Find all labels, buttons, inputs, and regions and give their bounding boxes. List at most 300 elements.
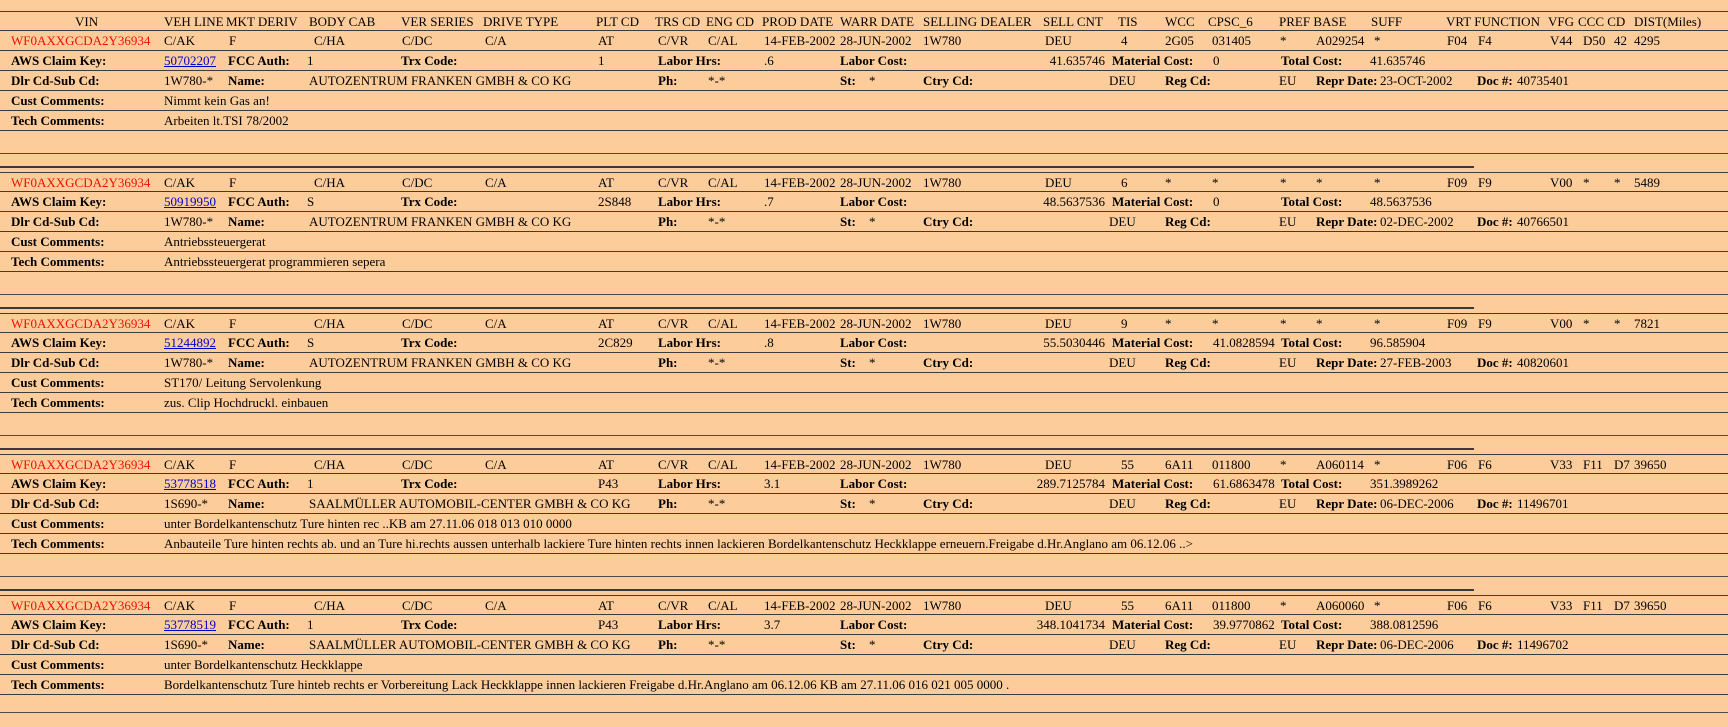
fcc-auth: 1 [307,617,314,632]
st: * [869,355,876,370]
vehicle-vfg: V33 [1550,457,1573,472]
vehicle-tis: 55 [1121,598,1134,613]
vehicle-wcc: * [1165,316,1172,331]
vehicle-cpsc-6: 011800 [1212,598,1251,613]
column-header: WCC [1165,14,1195,29]
vehicle-dist-miles: 39650 [1634,457,1667,472]
st: * [869,214,876,229]
field-label-reg-cd: Reg Cd: [1165,73,1211,88]
column-header: VER SERIES [401,14,474,29]
field-label-tech-comments: Tech Comments: [11,254,105,269]
claim-key-link[interactable]: 51244892 [164,335,216,350]
field-label-ph: Ph: [658,637,678,652]
vehicle-mkt-deriv: F [229,598,237,613]
vehicle-eng-cd: C/AL [708,598,738,613]
record-1-dealer-row [0,71,1728,91]
vehicle-vrt: F09 [1447,316,1468,331]
column-header: BODY CAB [309,14,376,29]
repr-date: 23-OCT-2002 [1380,73,1453,88]
material-cost: 41.0828594 [1213,335,1275,350]
field-label-tech-comments: Tech Comments: [11,536,105,551]
vehicle-ccc: F11 [1583,457,1603,472]
vehicle-base: A029254 [1316,33,1365,48]
tech-comments: Arbeiten lt.TSI 78/2002 [164,113,289,128]
dlr-cd-sub-cd: 1W780-* [164,355,214,370]
field-label-repr-date: Repr Date: [1316,73,1378,88]
record-5-cust-comments-row [0,655,1728,675]
record-separator-partial-line [0,166,1474,168]
doc-num: 40735401 [1517,73,1569,88]
cust-comments: Nimmt kein Gas an! [164,93,270,108]
record-separator-partial-line [0,307,1474,309]
record-separator-line [0,435,1728,436]
record-separator-line [0,294,1728,295]
material-cost: 39.9770862 [1213,617,1275,632]
record-4-cust-comments-row [0,514,1728,534]
vehicle-sell-cnt: DEU [1045,316,1072,331]
vehicle-body-cab: C/HA [314,457,346,472]
vehicle-trs-cd: C/VR [658,175,689,190]
vehicle-vin: WF0AXXGCDA2Y36934 [11,175,151,190]
st: * [869,496,876,511]
field-label-dlr-cd: Dlr Cd-Sub Cd: [11,355,100,370]
field-label-labor-cost: Labor Cost: [840,617,908,632]
vehicle-vin: WF0AXXGCDA2Y36934 [11,33,151,48]
field-label-ph: Ph: [658,214,678,229]
field-label-aws-claim-key: AWS Claim Key: [11,53,107,68]
vehicle-drive-type: C/A [485,33,507,48]
labor-cost: 55.5030446 [1043,335,1105,350]
reg-cd: EU [1279,637,1297,652]
column-header: VFG [1548,14,1575,29]
field-label-fcc-auth: FCC Auth: [228,194,290,209]
material-cost: 0 [1213,53,1220,68]
vehicle-plt-cd: AT [598,33,614,48]
field-label-labor-cost: Labor Cost: [840,53,908,68]
vehicle-wcc: 6A11 [1165,598,1194,613]
ph: *-* [708,637,726,652]
record-1-cust-comments-row [0,91,1728,111]
field-label-total-cost: Total Cost: [1281,617,1343,632]
vehicle-warr-date: 28-JUN-2002 [840,175,912,190]
vehicle-prod-date: 14-FEB-2002 [764,598,836,613]
field-label-trx-code: Trx Code: [401,194,458,209]
vehicle-pref: * [1280,33,1287,48]
vehicle-veh-line: C/AK [164,598,196,613]
field-label-dlr-cd: Dlr Cd-Sub Cd: [11,214,100,229]
total-cost: 351.3989262 [1370,476,1439,491]
field-label-trx-code: Trx Code: [401,617,458,632]
vehicle-pref: * [1280,598,1287,613]
column-header: VRT FUNCTION [1446,14,1540,29]
vehicle-veh-line: C/AK [164,33,196,48]
trx-code: 1 [598,53,605,68]
field-label-labor-hrs: Labor Hrs: [658,335,721,350]
vehicle-selling-dealer: 1W780 [923,175,962,190]
labor-cost: 48.5637536 [1043,194,1105,209]
field-label-fcc-auth: FCC Auth: [228,617,290,632]
name: AUTOZENTRUM FRANKEN GMBH & CO KG [309,73,572,88]
vehicle-cpsc-6: * [1212,316,1219,331]
vehicle-cd: D7 [1614,598,1630,613]
record-3-vin-row [0,313,1728,333]
field-label-total-cost: Total Cost: [1281,476,1343,491]
vehicle-eng-cd: C/AL [708,175,738,190]
record-4-vin-row [0,454,1728,474]
vehicle-selling-dealer: 1W780 [923,598,962,613]
field-label-cust-comments: Cust Comments: [11,516,105,531]
field-label-aws-claim-key: AWS Claim Key: [11,194,107,209]
labor-hrs: .6 [764,53,774,68]
record-separator-partial-line [0,448,1474,450]
field-label-cust-comments: Cust Comments: [11,375,105,390]
column-header: SUFF [1371,14,1403,29]
field-label-ph: Ph: [658,496,678,511]
tech-comments: zus. Clip Hochdruckl. einbauen [164,395,329,410]
cust-comments: ST170/ Leitung Servolenkung [164,375,322,390]
column-header: TRS CD [655,14,701,29]
record-separator-line [0,712,1728,713]
name: AUTOZENTRUM FRANKEN GMBH & CO KG [309,355,572,370]
field-label-reg-cd: Reg Cd: [1165,214,1211,229]
vehicle-pref: * [1280,457,1287,472]
vehicle-ccc: * [1583,175,1590,190]
field-label-reg-cd: Reg Cd: [1165,496,1211,511]
name: AUTOZENTRUM FRANKEN GMBH & CO KG [309,214,572,229]
name: SAALMÜLLER AUTOMOBIL-CENTER GMBH & CO KG [309,496,631,511]
fcc-auth: S [307,335,315,350]
vehicle-wcc: 6A11 [1165,457,1194,472]
vehicle-vfg: V33 [1550,598,1573,613]
field-label-cust-comments: Cust Comments: [11,657,105,672]
field-label-labor-cost: Labor Cost: [840,335,908,350]
vehicle-vrt: F06 [1447,457,1468,472]
ph: *-* [708,73,726,88]
field-label-cust-comments: Cust Comments: [11,234,105,249]
cust-comments: unter Bordelkantenschutz Ture hinten rec ..KB am 27.11.06 018 013 010 0000 [164,516,572,531]
st: * [869,73,876,88]
vehicle-function: F9 [1478,316,1492,331]
vehicle-base: A060060 [1316,598,1365,613]
vehicle-drive-type: C/A [485,457,507,472]
field-label-repr-date: Repr Date: [1316,637,1378,652]
fcc-auth: 1 [307,53,314,68]
field-label-tech-comments: Tech Comments: [11,677,105,692]
field-label-ctry-cd: Ctry Cd: [923,73,974,88]
name: SAALMÜLLER AUTOMOBIL-CENTER GMBH & CO KG [309,637,631,652]
dlr-cd-sub-cd: 1W780-* [164,214,214,229]
vehicle-dist-miles: 7821 [1634,316,1660,331]
column-header: ENG CD [706,14,755,29]
fcc-auth: 1 [307,476,314,491]
record-separator-line [0,576,1728,577]
column-header: PREF BASE [1279,14,1347,29]
vehicle-trs-cd: C/VR [658,598,689,613]
vehicle-wcc: 2G05 [1165,33,1194,48]
vehicle-warr-date: 28-JUN-2002 [840,457,912,472]
vehicle-pref: * [1280,175,1287,190]
record-3-dealer-row [0,353,1728,373]
claim-key-link[interactable]: 53778518 [164,476,216,491]
record-3-claim-row [0,333,1728,353]
vehicle-ccc: F11 [1583,598,1603,613]
ph: *-* [708,355,726,370]
record-separator-line [0,153,1728,154]
ctry-cd: DEU [1109,496,1136,511]
field-label-trx-code: Trx Code: [401,476,458,491]
vehicle-ver-series: C/DC [402,598,433,613]
field-label-doc: Doc #: [1477,496,1513,511]
field-label-dlr-cd: Dlr Cd-Sub Cd: [11,73,100,88]
vehicle-eng-cd: C/AL [708,316,738,331]
field-label-name: Name: [228,496,265,511]
ctry-cd: DEU [1109,73,1136,88]
vehicle-suff: * [1374,33,1381,48]
vehicle-body-cab: C/HA [314,316,346,331]
column-header: WARR DATE [840,14,915,29]
vehicle-warr-date: 28-JUN-2002 [840,316,912,331]
vehicle-function: F6 [1478,598,1492,613]
column-header: PLT CD [596,14,639,29]
tech-comments: Antriebssteuergerat programmieren sepera [164,254,386,269]
labor-cost: 289.7125784 [1036,476,1105,491]
vehicle-cpsc-6: 011800 [1212,457,1251,472]
record-4-dealer-row [0,494,1728,514]
vehicle-selling-dealer: 1W780 [923,457,962,472]
trx-code: P43 [598,476,619,491]
column-header: MKT DERIV [226,14,298,29]
field-label-ctry-cd: Ctry Cd: [923,496,974,511]
column-header: DIST(Miles) [1634,14,1702,29]
vehicle-base: * [1316,175,1323,190]
record-4-tech-comments-row [0,534,1728,554]
column-header: TIS [1118,14,1138,29]
total-cost: 96.585904 [1370,335,1426,350]
tech-comments: Anbauteile Ture hinten rechts ab. und an Ture hi.rechts aussen unterhalb lackiere Ture hinten rechts innen lackieren Bordelkantenschutz Heckklappe erneuern.Freigabe d.Hr.Anglano am 06.12.06 ..> [164,536,1193,551]
field-label-material-cost: Material Cost: [1112,53,1194,68]
vehicle-ver-series: C/DC [402,316,433,331]
field-label-trx-code: Trx Code: [401,335,458,350]
column-header: DRIVE TYPE [483,14,559,29]
field-label-ctry-cd: Ctry Cd: [923,637,974,652]
fcc-auth: S [307,194,315,209]
vehicle-warr-date: 28-JUN-2002 [840,598,912,613]
vehicle-suff: * [1374,457,1381,472]
field-label-tech-comments: Tech Comments: [11,395,105,410]
field-label-name: Name: [228,355,265,370]
trx-code: 2C829 [598,335,633,350]
record-2-dealer-row [0,212,1728,232]
vehicle-ver-series: C/DC [402,175,433,190]
record-5-tech-comments-row [0,675,1728,695]
field-label-ctry-cd: Ctry Cd: [923,355,974,370]
record-1-claim-row [0,51,1728,71]
vehicle-plt-cd: AT [598,598,614,613]
field-label-reg-cd: Reg Cd: [1165,637,1211,652]
vehicle-cd: * [1614,175,1621,190]
ctry-cd: DEU [1109,355,1136,370]
repr-date: 27-FEB-2003 [1380,355,1452,370]
vehicle-vrt: F09 [1447,175,1468,190]
vehicle-prod-date: 14-FEB-2002 [764,175,836,190]
vehicle-suff: * [1374,175,1381,190]
record-1-tech-comments-row [0,111,1728,131]
field-label-reg-cd: Reg Cd: [1165,355,1211,370]
trx-code: P43 [598,617,619,632]
ph: *-* [708,214,726,229]
vehicle-base: A060114 [1316,457,1364,472]
vehicle-pref: * [1280,316,1287,331]
total-cost: 388.0812596 [1370,617,1439,632]
vehicle-plt-cd: AT [598,457,614,472]
vehicle-prod-date: 14-FEB-2002 [764,316,836,331]
vehicle-dist-miles: 4295 [1634,33,1660,48]
vehicle-drive-type: C/A [485,175,507,190]
claim-key-link[interactable]: 53778519 [164,617,216,632]
vehicle-ccc: * [1583,316,1590,331]
record-2-claim-row [0,192,1728,212]
vehicle-function: F6 [1478,457,1492,472]
field-label-fcc-auth: FCC Auth: [228,335,290,350]
field-label-repr-date: Repr Date: [1316,214,1378,229]
vehicle-drive-type: C/A [485,316,507,331]
total-cost: 41.635746 [1370,53,1426,68]
field-label-aws-claim-key: AWS Claim Key: [11,617,107,632]
field-label-fcc-auth: FCC Auth: [228,476,290,491]
field-label-aws-claim-key: AWS Claim Key: [11,335,107,350]
vehicle-mkt-deriv: F [229,316,237,331]
record-2-vin-row [0,172,1728,192]
vehicle-ccc: D50 [1583,33,1606,48]
field-label-labor-cost: Labor Cost: [840,194,908,209]
record-1-vin-row [0,31,1728,51]
claim-key-link[interactable]: 50702207 [164,53,216,68]
field-label-labor-hrs: Labor Hrs: [658,194,721,209]
vehicle-cpsc-6: 031405 [1212,33,1251,48]
vehicle-selling-dealer: 1W780 [923,33,962,48]
vehicle-dist-miles: 5489 [1634,175,1660,190]
field-label-dlr-cd: Dlr Cd-Sub Cd: [11,637,100,652]
vehicle-plt-cd: AT [598,316,614,331]
repr-date: 06-DEC-2006 [1380,496,1454,511]
field-label-dlr-cd: Dlr Cd-Sub Cd: [11,496,100,511]
vehicle-vin: WF0AXXGCDA2Y36934 [11,316,151,331]
field-label-st: St: [840,637,856,652]
vehicle-veh-line: C/AK [164,316,196,331]
vehicle-vin: WF0AXXGCDA2Y36934 [11,457,151,472]
column-header: PROD DATE [762,14,834,29]
column-header-row [0,11,1728,31]
field-label-total-cost: Total Cost: [1281,53,1343,68]
column-header: CPSC_6 [1208,14,1253,29]
vehicle-sell-cnt: DEU [1045,598,1072,613]
field-label-st: St: [840,496,856,511]
reg-cd: EU [1279,355,1297,370]
labor-hrs: 3.1 [764,476,781,491]
vehicle-prod-date: 14-FEB-2002 [764,457,836,472]
field-label-labor-hrs: Labor Hrs: [658,53,721,68]
field-label-doc: Doc #: [1477,214,1513,229]
field-label-ctry-cd: Ctry Cd: [923,214,974,229]
record-2-tech-comments-row [0,252,1728,272]
record-separator-partial-line [0,589,1474,591]
reg-cd: EU [1279,496,1297,511]
dlr-cd-sub-cd: 1S690-* [164,496,209,511]
vehicle-drive-type: C/A [485,598,507,613]
vehicle-function: F4 [1478,33,1492,48]
field-label-cust-comments: Cust Comments: [11,93,105,108]
vehicle-vfg: V00 [1550,175,1573,190]
vehicle-vrt: F04 [1447,33,1468,48]
vehicle-cd: 42 [1614,33,1627,48]
record-5-vin-row [0,595,1728,615]
vehicle-tis: 4 [1121,33,1128,48]
field-label-trx-code: Trx Code: [401,53,458,68]
vehicle-selling-dealer: 1W780 [923,316,962,331]
vehicle-trs-cd: C/VR [658,316,689,331]
ctry-cd: DEU [1109,637,1136,652]
field-label-material-cost: Material Cost: [1112,476,1194,491]
field-label-name: Name: [228,214,265,229]
labor-cost: 41.635746 [1049,53,1105,68]
field-label-doc: Doc #: [1477,355,1513,370]
vehicle-ver-series: C/DC [402,457,433,472]
cust-comments: Antriebssteuergerat [164,234,266,249]
total-cost: 48.5637536 [1370,194,1432,209]
field-label-material-cost: Material Cost: [1112,617,1194,632]
field-label-material-cost: Material Cost: [1112,335,1194,350]
labor-hrs: 3.7 [764,617,781,632]
doc-num: 11496702 [1517,637,1569,652]
doc-num: 11496701 [1517,496,1569,511]
vehicle-mkt-deriv: F [229,457,237,472]
field-label-name: Name: [228,73,265,88]
vehicle-vfg: V44 [1550,33,1573,48]
field-label-name: Name: [228,637,265,652]
vehicle-tis: 6 [1121,175,1128,190]
ph: *-* [708,496,726,511]
vehicle-body-cab: C/HA [314,598,346,613]
material-cost: 0 [1213,194,1220,209]
vehicle-tis: 55 [1121,457,1134,472]
vehicle-suff: * [1374,598,1381,613]
vehicle-eng-cd: C/AL [708,457,738,472]
field-label-st: St: [840,73,856,88]
field-label-repr-date: Repr Date: [1316,355,1378,370]
doc-num: 40820601 [1517,355,1569,370]
dlr-cd-sub-cd: 1W780-* [164,73,214,88]
field-label-ph: Ph: [658,355,678,370]
vehicle-tis: 9 [1121,316,1128,331]
vehicle-warr-date: 28-JUN-2002 [840,33,912,48]
column-header: SELL CNT [1043,14,1103,29]
record-3-tech-comments-row [0,393,1728,413]
column-header: CCC CD [1578,14,1626,29]
field-label-labor-hrs: Labor Hrs: [658,617,721,632]
reg-cd: EU [1279,214,1297,229]
vehicle-sell-cnt: DEU [1045,457,1072,472]
record-5-claim-row [0,615,1728,635]
field-label-st: St: [840,355,856,370]
field-label-doc: Doc #: [1477,73,1513,88]
labor-cost: 348.1041734 [1036,617,1105,632]
field-label-total-cost: Total Cost: [1281,335,1343,350]
column-header: SELLING DEALER [923,14,1032,29]
vehicle-eng-cd: C/AL [708,33,738,48]
vehicle-vfg: V00 [1550,316,1573,331]
vehicle-vin: WF0AXXGCDA2Y36934 [11,598,151,613]
claim-key-link[interactable]: 50919950 [164,194,216,209]
